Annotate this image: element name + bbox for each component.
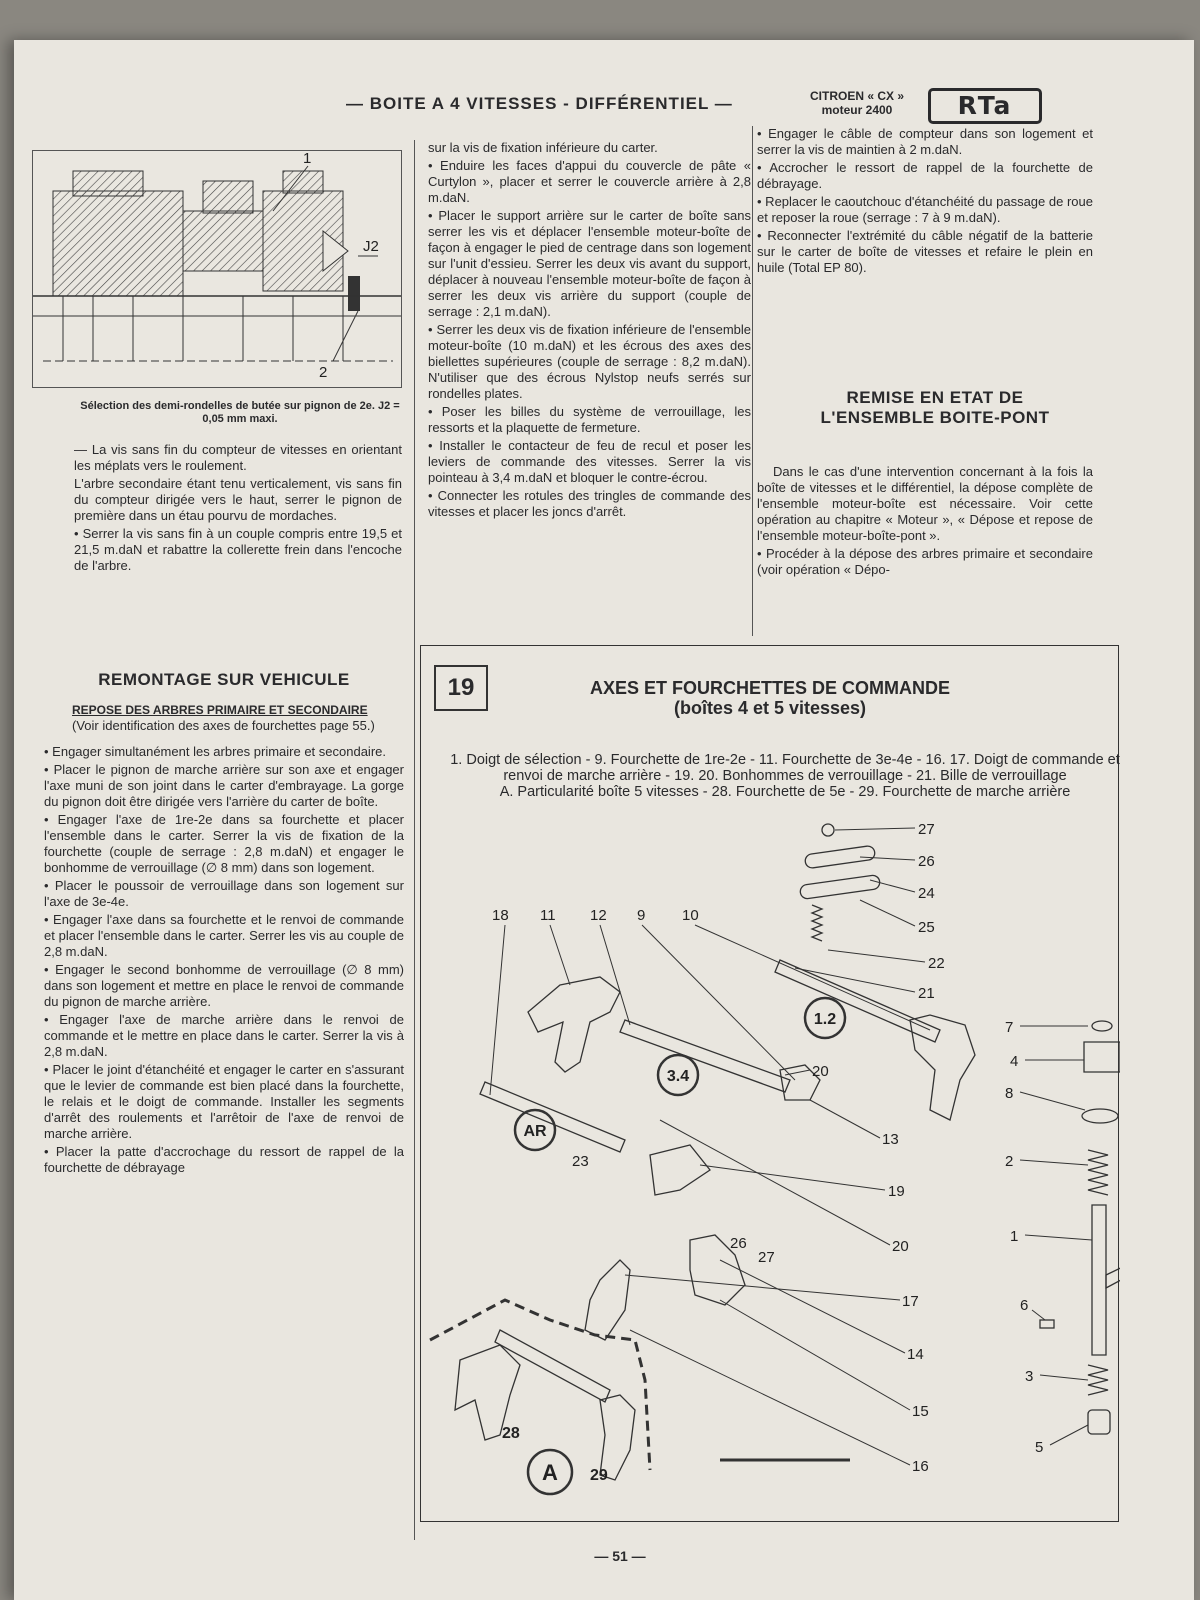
circle-label-3-4: 3.4 [666,1068,690,1085]
callout-1: 1 [1010,1228,1019,1245]
callout-13: 13 [882,1131,899,1148]
callout-26: 26 [918,853,935,870]
remontage-section [44,672,404,1178]
callout-20b: 20 [892,1238,909,1255]
ring-7 [1092,1021,1112,1031]
remise-section [757,464,1093,580]
callout-9: 9 [637,907,646,924]
paragraph: • Reconnecter l'extrémité du câble négatif de la batterie sur le carter de boîte de vitesses et refaire le plein en huile (Total EP 80). [757,228,1093,275]
callout-14: 14 [907,1346,924,1363]
brand-engine: moteur 2400 [821,103,893,117]
spring-22 [812,905,822,941]
column1-text [74,442,402,576]
paragraph: • Installer le contacteur de feu de recul et poser les leviers de commande des vitesses. Serrer la vis pointeau à 3,4 m.daN et bloquer le contre-écrou. [428,438,751,485]
paragraph: • Procéder à la dépose des arbres primaire et secondaire (voir opération « Dépo- [757,546,1093,577]
variant-a-outline [430,1300,650,1470]
callout-5: 5 [1035,1439,1044,1456]
callout-10: 10 [682,907,699,924]
remise-heading-line1: REMISE EN ETAT DE [846,388,1024,407]
bushing-4 [1084,1042,1120,1072]
paragraph: • Engager le second bonhomme de verrouillage (∅ 8 mm) dans son logement et mettre en place le renvoi de commande du pignon de marche arrière. [44,962,404,1009]
column-divider [752,126,753,636]
screw-27 [822,824,834,836]
callout-24: 24 [918,885,935,902]
pin-6 [1040,1320,1054,1328]
paragraph: • Placer le poussoir de verrouillage dans son logement sur l'axe de 3e-4e. [44,878,404,909]
circle-label-1-2: 1.2 [813,1011,837,1028]
shaft-5 [495,1330,610,1402]
paragraph: L'arbre secondaire étant tenu verticalement, vis sans fin du compteur dirigée vers le haut, serrer le pignon de première dans un étau pourvu de mordaches. [74,476,402,523]
repose-note: (Voir identification des axes de fourchettes page 55.) [72,718,375,733]
shaft-3-4 [620,1020,790,1092]
rta-logo: RTa [928,88,1042,124]
paragraph: • Placer le support arrière sur le carter de boîte sans serrer les vis et déplacer l'ensemble moteur-boîte de façon à engager le pied de centrage dans son logement sur l'unit d'essieu. Serrer les deux vis avant du support, déplacer à nouveau l'ensemble moteur-boîte de façon à serrer les deux vis arrière du support (couple de serrage : 2,1 m.daN). [428,208,751,319]
callout-17: 17 [902,1293,919,1310]
callout-29: 29 [590,1467,608,1484]
fig1-label-1: 1 [303,151,312,167]
paragraph: • Engager l'axe de marche arrière dans le renvoi de commande et le mettre en place dans le carter. Serrer la vis à 2,8 m.daN. [44,1012,404,1059]
paragraph: • Poser les billes du système de verrouillage, les ressorts et la plaquette de fermeture. [428,404,751,435]
circle-label-a: A [542,1460,558,1485]
callout-15: 15 [912,1403,929,1420]
gear-section-drawing [33,151,401,387]
plate-24 [799,875,880,900]
brand-model: CITROEN « CX » [809,89,905,103]
plug-5 [1088,1410,1110,1434]
paragraph: • Engager le câble de compteur dans son logement et serrer la vis de maintien à 2 m.daN. [757,126,1093,157]
fig1-label-j2: J2 [363,238,379,255]
page-number: — 51 — [594,1548,646,1564]
paragraph: • Engager simultanément les arbres primaire et secondaire. [44,744,386,759]
remise-heading [770,388,1100,428]
callout-12: 12 [590,907,607,924]
callout-27: 27 [918,821,935,838]
fork-11 [528,977,620,1072]
callout-20: 20 [812,1063,829,1080]
paragraph: • Placer le joint d'étanchéité et engager le carter en s'assurant que le levier de commande est bien placé dans la fourchette, le relais et le doigt de commande. Installer les segments d'arrêt des roulements et l'arrêtoir de l'axe de renvoi de marche arrière. [44,1062,404,1141]
fork-9 [910,1015,975,1120]
callout-16: 16 [912,1458,929,1475]
callout-21: 21 [918,985,935,1002]
paragraph: Dans le cas d'une intervention concernant à la fois la boîte de vitesses et le différentiel, la dépose complète de l'ensemble moteur-boîte est nécessaire. Voir cette opération au chapitre « Moteur », « Dépose et repose de l'ensemble moteur-boîte-pont ». [757,464,1093,543]
callout-19: 19 [888,1183,905,1200]
figure19-title-line1: AXES ET FOURCHETTES DE COMMANDE [589,678,951,698]
paragraph: • Engager l'axe de 1re-2e dans sa fourchette et placer l'ensemble dans le carter. Serrer la vis de fixation de la fourchette (couple de serrage : 2,8 m.daN) et engager le bonhomme de verrouillage (∅ 8 mm) dans son logement. [44,812,404,875]
gear-section-figure [32,150,402,388]
paragraph: • Connecter les rotules des tringles de commande des vitesses et placer les joncs d'arrêt. [428,488,751,519]
figure19-legend [445,752,1125,800]
paragraph: • Engager l'axe dans sa fourchette et le renvoi de commande et placer l'ensemble dans le carter. Serrer les vis au couple de 2,8 m.daN. [44,912,404,959]
header-brand [792,89,922,117]
callout-26b: 26 [730,1235,747,1252]
spring-3 [1088,1365,1108,1395]
finger-17 [585,1260,630,1340]
fig1-label-2: 2 [319,364,328,381]
repose-sub-heading: REPOSE DES ARBRES PRIMAIRE ET SECONDAIRE [72,703,368,717]
callout-27b: 27 [758,1249,775,1266]
callout-4: 4 [1010,1053,1019,1070]
callout-18: 18 [492,907,509,924]
callout-22: 22 [928,955,945,972]
washer-8 [1082,1109,1118,1123]
remise-heading-line2: L'ENSEMBLE BOITE-PONT [820,408,1050,427]
paragraph: • Serrer les deux vis de fixation inférieure de l'ensemble moteur-boîte (10 m.daN) et les écrous des axes des biellettes supérieures (couple de serrage : 8,2 m.daN). N'utiliser que des écrous Nylstop neufs serrés sur rondelles plates. [428,322,751,401]
selector-finger-1 [1092,1205,1106,1355]
spring-2 [1088,1150,1108,1195]
fork-shaft-exploded-diagram [420,820,1120,1520]
paragraph: • Enduire les faces d'appui du couvercle de pâte « Curtylon », placer et serrer le couvercle arrière à 2,8 m.daN. [428,158,751,205]
callout-2: 2 [1005,1153,1014,1170]
page-header [330,88,1200,128]
callout-28: 28 [502,1425,520,1442]
callout-23: 23 [572,1153,589,1170]
selector-arm [1106,1263,1120,1288]
column2-text [428,140,751,522]
paragraph: — La vis sans fin du compteur de vitesses en orientant les méplats vers le roulement. [74,442,402,473]
paragraph: • Accrocher le ressort de rappel de la fourchette de débrayage. [757,160,1093,191]
figure-number: 19 [434,665,488,711]
callout-7: 7 [1005,1019,1014,1036]
figure19-legend-line1: 1. Doigt de sélection - 9. Fourchette de 1re-2e - 11. Fourchette de 3e-4e - 16. 17. Doigt de commande et renvoi de marche arrière - 19. 20. Bonhommes de verrouillage - 21. Bille de verrouillage [450,752,1120,784]
paragraph: • Serrer la vis sans fin à un couple compris entre 19,5 et 21,5 m.daN et rabattre la collerette frein dans l'encoche de l'arbre. [74,526,402,573]
paragraph: • Placer le pignon de marche arrière sur son axe et engager l'axe muni de son joint dans le carter d'embrayage. La gorge du pignon doit être dirigée vers l'arrière du carter de boîte. [44,762,404,809]
callout-11: 11 [540,907,556,924]
callout-8: 8 [1005,1085,1014,1102]
paragraph: • Replacer le caoutchouc d'étanchéité du passage de roue et reposer la roue (serrage : 7 à 9 m.daN). [757,194,1093,225]
figure19-legend-line2: A. Particularité boîte 5 vitesses - 28. Fourchette de 5e - 29. Fourchette de marche arrière [499,784,1071,800]
relay-19 [650,1145,710,1195]
paragraph: • Placer la patte d'accrochage du ressort de rappel de la fourchette de débrayage [44,1144,404,1175]
figure19-title [500,678,1040,718]
figure19-title-line2: (boîtes 4 et 5 vitesses) [673,698,867,718]
column3-text [757,126,1093,278]
column-divider [414,140,415,1540]
circle-label-ar: AR [523,1123,547,1140]
callout-6: 6 [1020,1297,1029,1314]
paragraph: sur la vis de fixation inférieure du carter. [428,140,658,155]
header-title: — BOITE A 4 VITESSES - DIFFÉRENTIEL — [346,94,733,113]
figure1-caption: Sélection des demi-rondelles de butée sur pignon de 2e. J2 = 0,05 mm maxi. [80,400,400,425]
callout-3: 3 [1025,1368,1034,1385]
callout-25: 25 [918,919,935,936]
remontage-heading: REMONTAGE SUR VEHICULE [98,670,350,689]
